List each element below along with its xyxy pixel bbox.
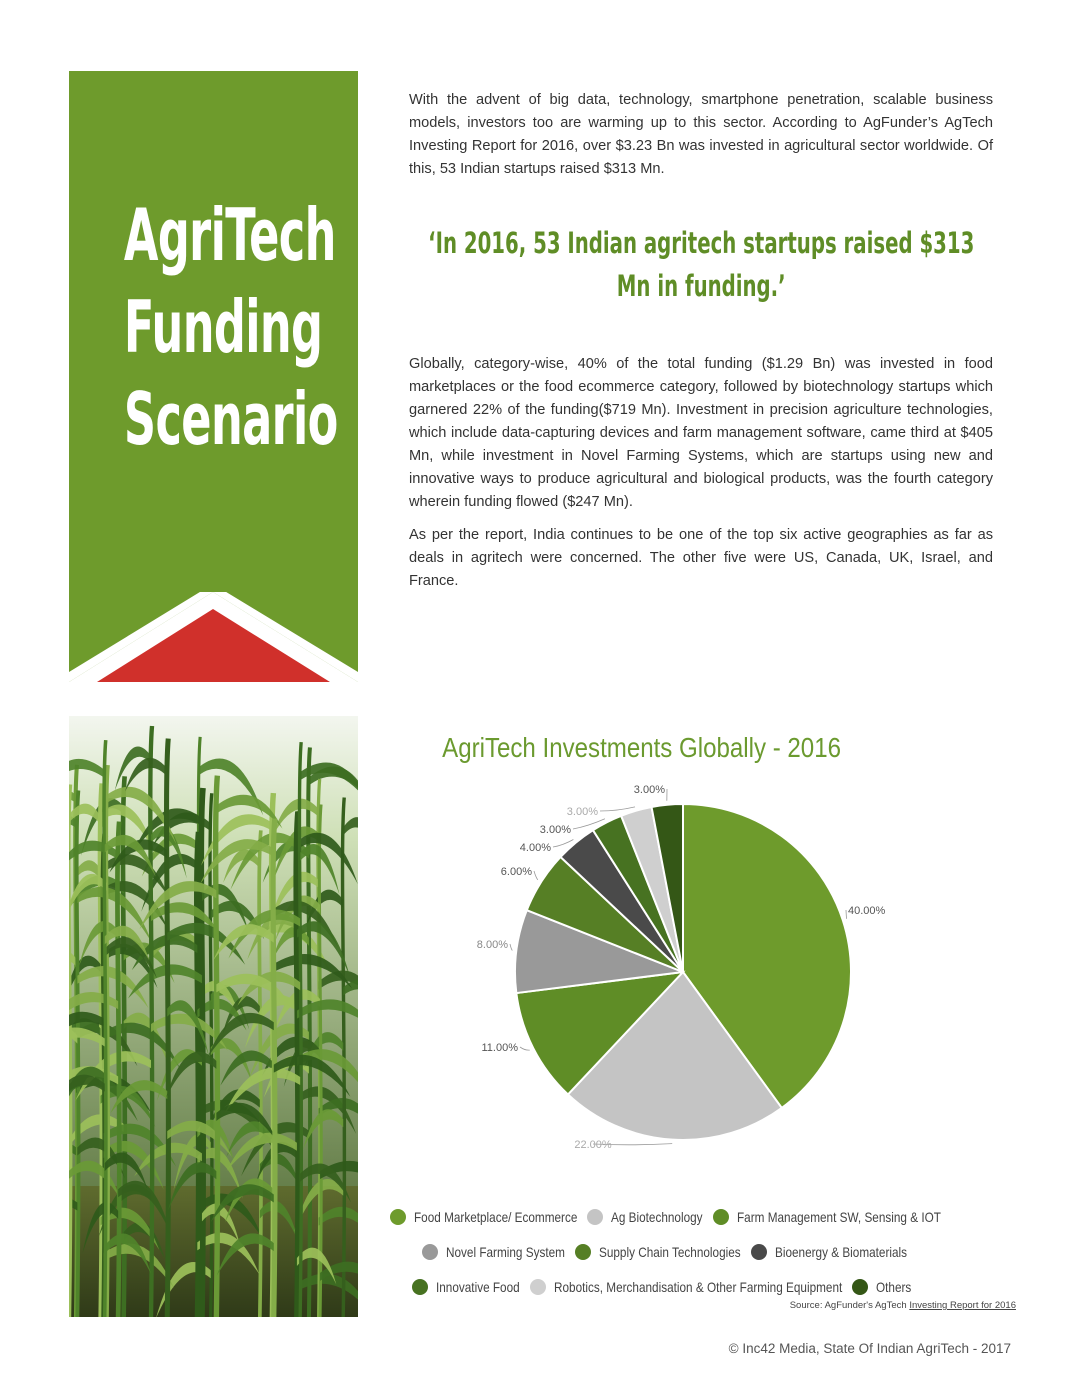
- corn-field-image: [69, 716, 358, 1317]
- legend-item: [575, 1243, 741, 1260]
- slice-label: 22.00%: [574, 1139, 612, 1151]
- legend-label: Supply Chain Technologies: [598, 1244, 741, 1261]
- legend-swatch: [587, 1209, 603, 1225]
- legend-swatch: [390, 1209, 406, 1225]
- legend-label: Others: [875, 1279, 912, 1296]
- slice-label: 3.00%: [566, 806, 598, 818]
- chevron-shape: [69, 592, 358, 682]
- title-banner: [69, 71, 358, 682]
- geography-paragraph: As per the report, India continues to be one of the top six active geographies as far as deals in agritech were concerned. The other five were US, Canada, UK, Israel, and France.: [409, 527, 993, 589]
- legend-swatch: [412, 1279, 428, 1295]
- legend-item: [412, 1278, 520, 1295]
- banner-title-line-3: Scenario: [123, 377, 338, 461]
- slice-label: 11.00%: [481, 1042, 518, 1054]
- legend-item: [852, 1278, 911, 1295]
- legend-label: Ag Biotechnology: [611, 1209, 703, 1226]
- legend-item: [751, 1243, 907, 1260]
- intro-paragraph: With the advent of big data, technology, smartphone penetration, scalable business models, investors too are warming up to this sector. According to AgFunder’s AgTech Investing Report for 2016, over $3.23 Bn was invested in agricultural sector worldwide. Of this, 53 Indian startups raised $313 Mn.: [409, 92, 993, 177]
- legend-item: [422, 1243, 565, 1260]
- slice-label: 40.00%: [848, 905, 886, 917]
- legend-item: [587, 1208, 703, 1225]
- legend-label: Robotics, Merchandisation & Other Farming Equipment: [553, 1279, 842, 1296]
- pie-chart: [380, 780, 1030, 1160]
- legend-label: Innovative Food: [436, 1279, 520, 1296]
- slice-label: 6.00%: [500, 866, 532, 878]
- leader-line: [600, 807, 635, 811]
- legend-swatch: [575, 1244, 591, 1260]
- legend-swatch: [422, 1244, 438, 1260]
- legend-row: [412, 1278, 921, 1295]
- slice-label: 4.00%: [519, 842, 551, 854]
- slice-label: 3.00%: [539, 824, 571, 836]
- legend-swatch: [713, 1209, 729, 1225]
- leader-line: [510, 944, 512, 950]
- slice-label: 8.00%: [476, 939, 508, 951]
- legend-swatch: [852, 1279, 868, 1295]
- legend-item: [390, 1208, 577, 1225]
- legend-swatch: [530, 1279, 546, 1295]
- source-link[interactable]: Investing Report for 2016: [909, 1300, 1016, 1311]
- legend-label: Novel Farming System: [446, 1244, 565, 1261]
- pull-quote: [409, 222, 993, 308]
- legend-label: Food Marketplace/ Ecommerce: [414, 1209, 578, 1226]
- legend-label: Farm Management SW, Sensing & IOT: [736, 1209, 941, 1226]
- legend-item: [530, 1278, 842, 1295]
- banner-title-line-2: Funding: [123, 285, 323, 369]
- source-prefix: Source: AgFunder's AgTech: [789, 1300, 910, 1311]
- pull-quote-text: ‘In 2016, 53 Indian agritech startups raised $313 Mn in funding.’: [427, 226, 975, 303]
- banner-title: [123, 189, 338, 465]
- legend-row: [390, 1208, 951, 1225]
- chart-title-text: AgriTech Investments Globally - 2016: [442, 732, 841, 763]
- slice-label: 3.00%: [633, 784, 665, 796]
- legend-label: Bioenergy & Biomaterials: [774, 1244, 907, 1261]
- leader-line: [846, 910, 847, 919]
- page-footer: © Inc42 Media, State Of Indian AgriTech - 2017: [728, 1341, 1011, 1356]
- category-paragraph: Globally, category-wise, 40% of the total funding ($1.29 Bn) was invested in food marketplaces or the food ecommerce category, followed by biotechnology startups which garnered 22% of the funding($719 Mn). Investment in precision agriculture technologies, which include data-capturing devices and farm management software, came third at $405 Mn, while investment in Novel Farming Systems, which are startups using new and innovative ways to produce agricultural and biological products, was the fourth category wherein funding flowed ($247 Mn).: [409, 356, 993, 510]
- legend-swatch: [751, 1244, 767, 1260]
- banner-title-line-1: AgriTech: [123, 193, 336, 277]
- leader-line: [553, 839, 573, 847]
- legend-item: [713, 1208, 941, 1225]
- leader-line: [534, 871, 538, 880]
- chart-title: [400, 732, 960, 764]
- source-note: [790, 1300, 1016, 1311]
- leader-line: [520, 1047, 530, 1050]
- legend-row: [422, 1243, 917, 1260]
